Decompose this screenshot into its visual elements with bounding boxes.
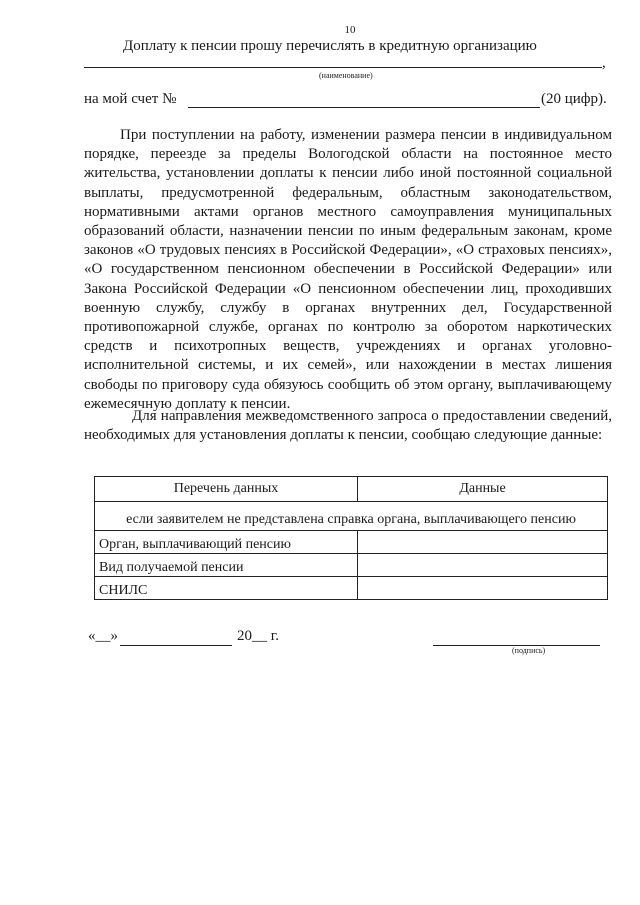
- data-table: [94, 476, 608, 600]
- table-header-row: [95, 477, 608, 502]
- line-end-comma: ,: [602, 55, 606, 71]
- table-header-list: Перечень данных: [95, 477, 358, 502]
- signature-caption: (подпись): [512, 646, 546, 655]
- account-number-field[interactable]: [188, 107, 540, 108]
- payment-request-line: Доплату к пенсии прошу перечислять в кредитную организацию: [123, 38, 537, 54]
- account-suffix: (20 цифр).: [541, 91, 607, 107]
- table-row-value-field[interactable]: [358, 531, 608, 554]
- table-row-label: СНИЛС: [95, 577, 358, 600]
- obligation-paragraph: При поступлении на работу, изменении размера пенсии в индивидуальном порядке, переезде за пределы Вологодской области на постоянное место жительства, установлении доплаты к пенсии либо иной постоянной социальной выплаты, предусмотренной федеральным, областным законодательством, нормативными актами органов местного самоуправления муниципальных образований области, назначении пенсии по иным федеральным законам, кроме законов «О трудовых пенсиях в Российской Федерации», «О страховых пенсиях», «О государственном пенсионном обеспечении в Российской Федерации» или Закона Российской Федерации «О пенсионном обеспечении лиц, проходивших военную службу, службу в органах внутренних дел, Государственной противопожарной службе, органах по контролю за оборотом наркотических средств и психотропных веществ, учреждениях и органах уголовно-исполнительной системы, и их семей», или нахождении в местах лишения свободы по приговору суда обязуюсь сообщить об этом органу, выплачивающему ежемесячную доплату к пенсии.: [84, 127, 612, 412]
- date-month-field[interactable]: [120, 645, 232, 646]
- date-year: 20__ г.: [237, 628, 279, 644]
- account-prefix: на мой счет №: [84, 91, 177, 107]
- table-header-data: Данные: [358, 477, 608, 502]
- table-merged-note: если заявителем не представлена справка органа, выплачивающего пенсию: [95, 502, 608, 531]
- table-row-label: Орган, выплачивающий пенсию: [95, 531, 358, 554]
- table-row: [95, 531, 608, 554]
- data-request-paragraph: Для направления межведомственного запроса о предоставлении сведений, необходимых для установления доплаты к пенсии, сообщаю следующие данные:: [84, 408, 612, 444]
- table-row-value-field[interactable]: [358, 577, 608, 600]
- table-merged-row: [95, 502, 608, 531]
- table-row: [95, 554, 608, 577]
- bank-name-field[interactable]: [84, 67, 602, 68]
- date-prefix: «__»: [88, 628, 118, 644]
- table-row: [95, 577, 608, 600]
- page-number: 10: [344, 24, 356, 36]
- bank-name-caption: (наименование): [319, 71, 373, 80]
- table-row-value-field[interactable]: [358, 554, 608, 577]
- table-row-label: Вид получаемой пенсии: [95, 554, 358, 577]
